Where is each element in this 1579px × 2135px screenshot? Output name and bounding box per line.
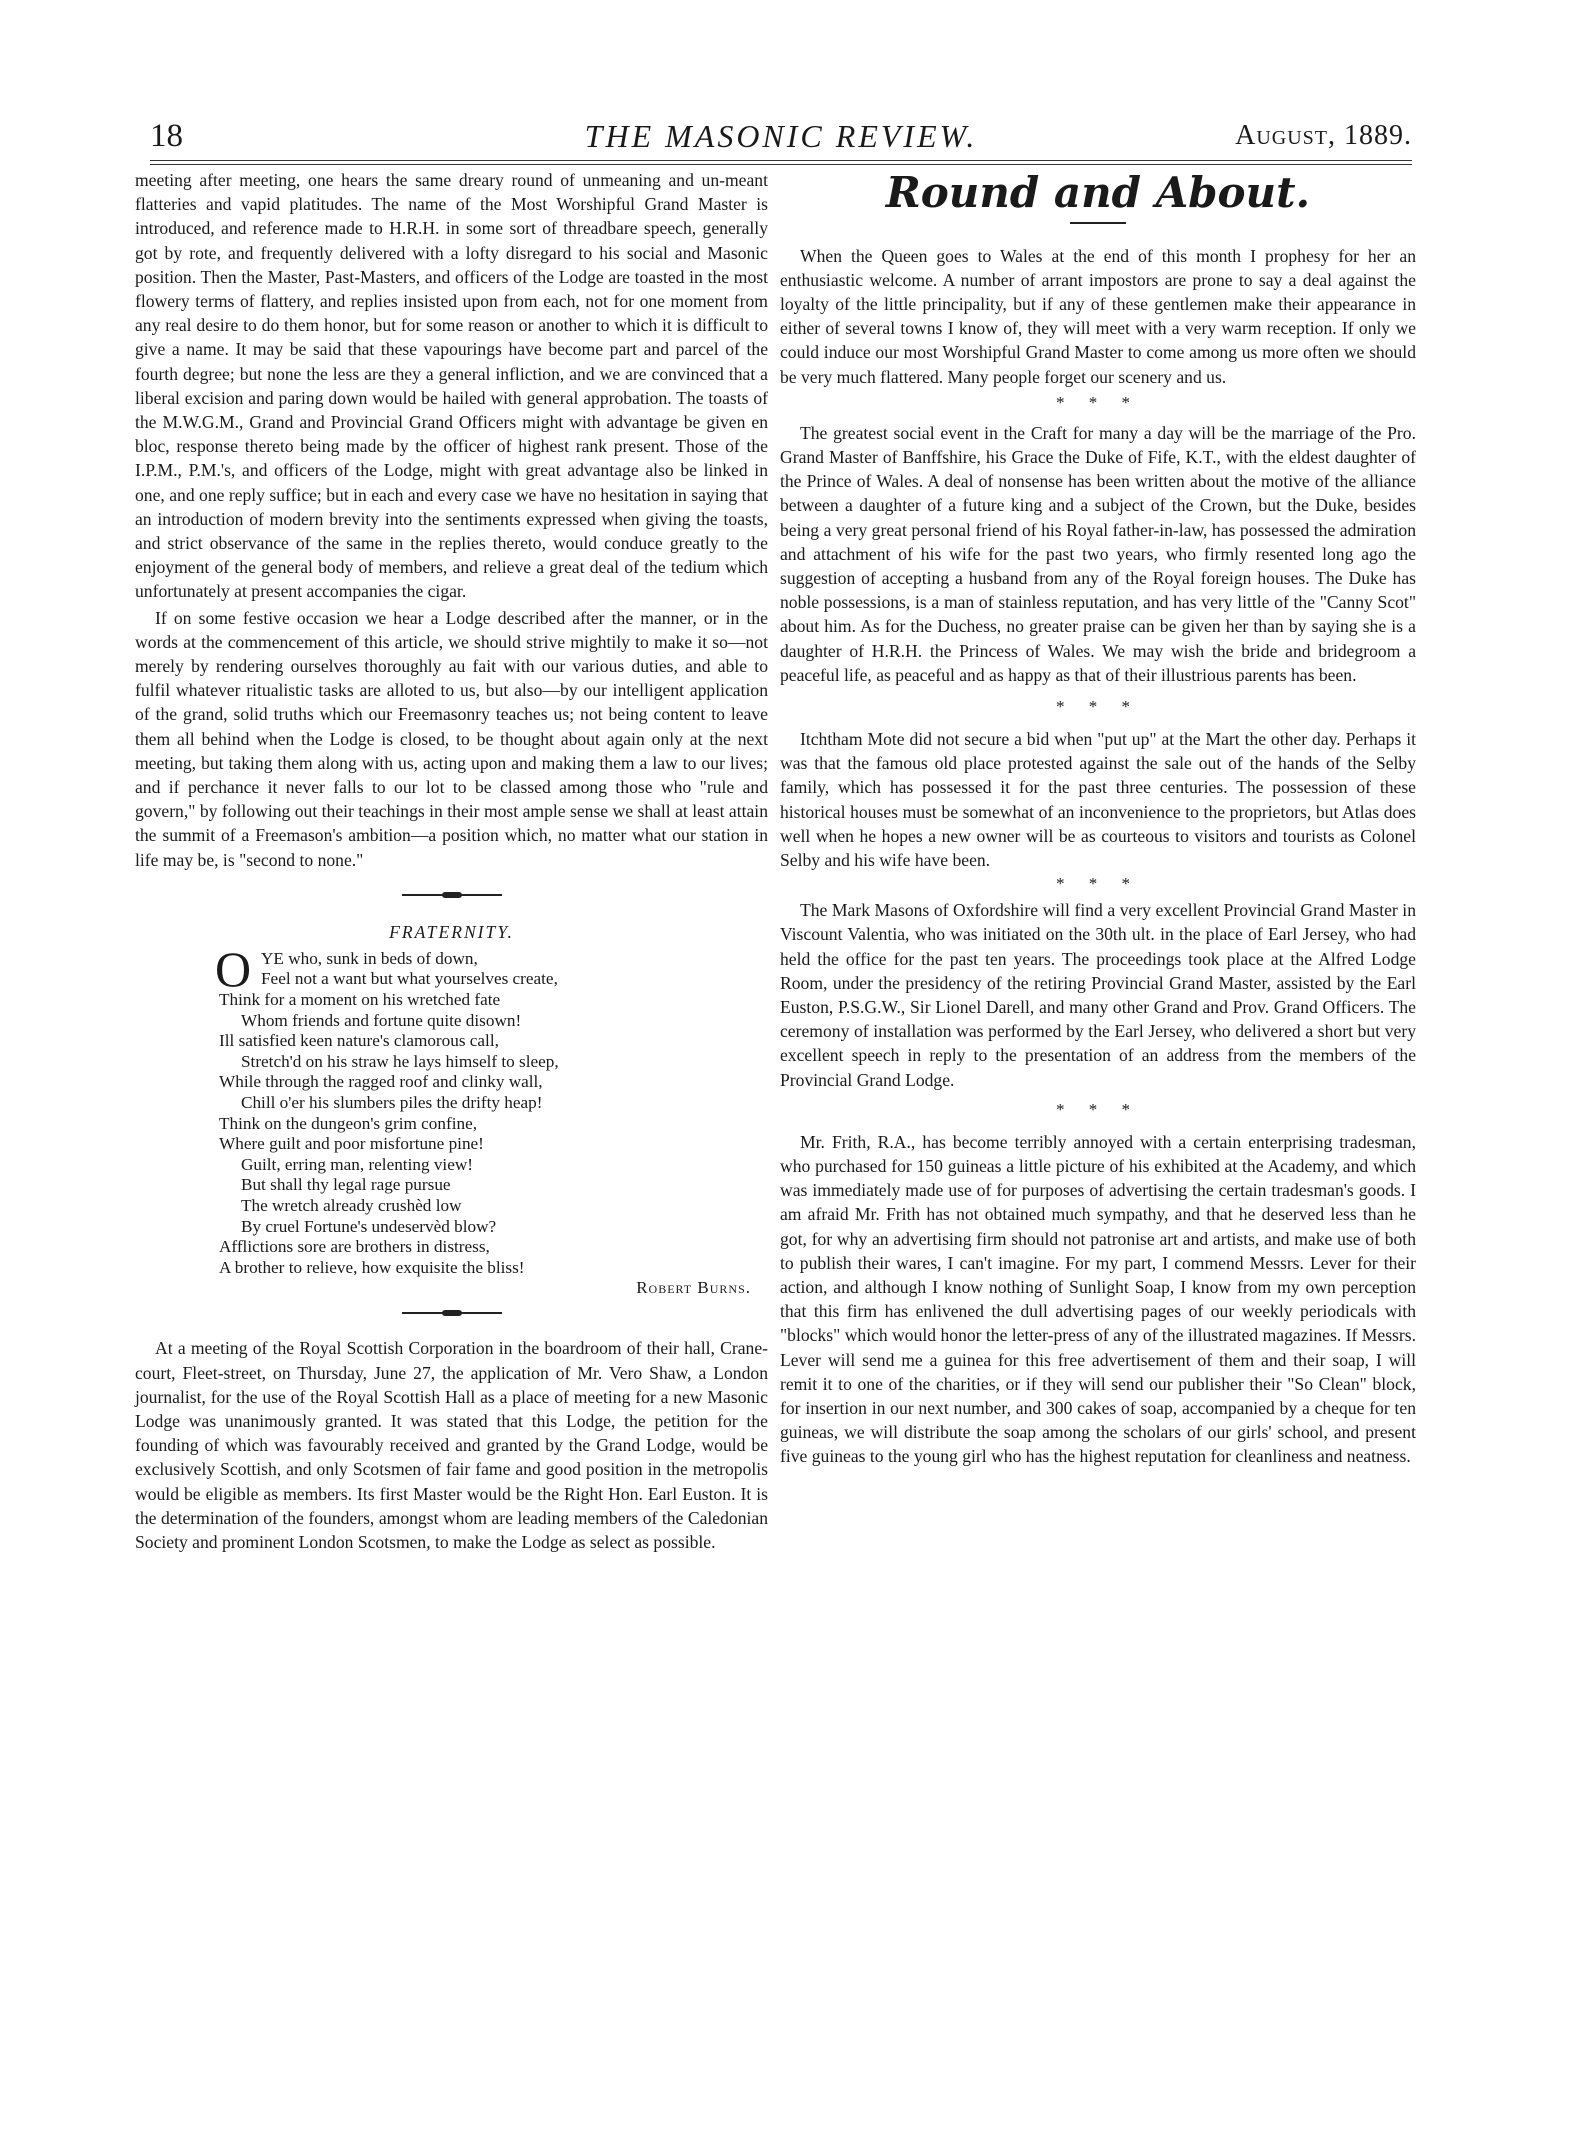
- right-column: [780, 168, 1416, 1469]
- poem-line: While through the ragged roof and clinky wall,: [219, 1072, 543, 1092]
- poem-line: Whom friends and fortune quite disown!: [241, 1010, 522, 1030]
- separator-stars: * * *: [1056, 1099, 1140, 1119]
- article-continuation-paragraph: meeting after meeting, one hears the same dreary round of unmeaning and un-meant flatteries and vapid platitudes. The name of the Most Worshipful Grand Master is introduced, and reference made to H.R.H. in some sort of threadbare speech, generally got by rote, and frequently delivered with a lofty disregard to his social and Masonic position. Then the Master, Past-Masters, and officers of the Lodge are toasted in the most flowery terms of flattery, and replies insisted upon from each, not for one moment from any real desire to do them honor, but for some reason or another to which it is difficult to give a name. It may be said that these vapourings have become part and parcel of the fourth degree; but none the less are they a general infliction, and we are convinced that a liberal excision and paring down would be hailed with general approbation. The toasts of the M.W.G.M., Grand and Provincial Grand Officers might with advantage be given en bloc, response thereto being made by the officer of highest rank present. Those of the I.P.M., P.M.'s, and officers of the Lodge, might with great advantage also be linked in one, and one reply suffice; but in each and every case we have no hesitation in saying that an introduction of modern brevity into the sentiments expressed when giving the toasts, and strict observance of the same in the replies thereto, would conduce greatly to the enjoyment of the general body of members, and relieve a great deal of the tedium which unfortunately at present accompanies the cigar.: [135, 170, 768, 602]
- section-divider: [402, 894, 502, 896]
- poem-line: Stretch'd on his straw he lays himself to sleep,: [241, 1051, 559, 1071]
- issue-date: August, 1889.: [1235, 120, 1412, 151]
- lodge-meeting-paragraph: At a meeting of the Royal Scottish Corporation in the boardroom of their hall, Crane-court, Fleet-street, on Thursday, June 27, the application of Mr. Vero Shaw, a London journalist, for the use of the Royal Scottish Hall as a place of meeting for a new Masonic Lodge was unanimously granted. It was stated that this Lodge, the petition for the founding of which was favourably received and granted by the Grand Lodge, would be exclusively Scottish, and only Scotsmen of fair fame and good position in the metropolis would be eligible as members. Its first Master would be the Right Hon. Earl Euston. It is the determination of the founders, amongst whom are leading members of the Caledonian Society and prominent London Scotsmen, to make the Lodge as select as possible.: [135, 1338, 768, 1553]
- title-rule: [1070, 222, 1126, 224]
- poem-line: Think on the dungeon's grim confine,: [219, 1113, 477, 1133]
- poem-body: [215, 940, 768, 1279]
- header-rule: [150, 160, 1412, 161]
- header-rule-thin: [150, 164, 1412, 165]
- itchtham-mote-paragraph: Itchtham Mote did not secure a bid when "put up" at the Mart the other day. Perhaps it was that the famous old place protested against the sale out of the hands of the Selby family, which has possessed it for the past three centuries. The possession of these historical houses must be somewhat of an inconvenience to the proprietors, but Atlas does well when he hopes a new owner will be as courteous to visitors and tourists as Colonel Selby and his wife have been.: [780, 728, 1416, 870]
- poem-line: Afflictions sore are brothers in distress,: [219, 1237, 490, 1257]
- poem-title: FRATERNITY.: [389, 921, 514, 942]
- separator-stars: * * *: [1056, 696, 1140, 716]
- poem: [135, 922, 768, 1299]
- frith-soap-paragraph: Mr. Frith, R.A., has become terribly annoyed with a certain enterprising tradesman, who purchased for 150 guineas a little picture of his exhibited at the Academy, and which was immediately made use of for purposes of advertising the certain tradesman's goods. I am afraid Mr. Frith has not obtained much sympathy, and that he deserved less than he got, for why an advertising firm should not patronise art and artists, and make use of both to publish their wares, I can't imagine. For my part, I commend Messrs. Lever for their action, and although I know nothing of Sunlight Soap, I know from my own perception that this firm has enlivened the dull advertising pages of our weekly periodicals with "blocks" which would honor the letter-press of any of the illustrated magazines. If Messrs. Lever will send me a guinea for this free advertisement of them and their soap, I will remit it to one of the charities, or if they will send our publisher their "So Clean" block, for insertion in our next number, and 300 cakes of soap, accompanied by a cheque for ten guineas, we will distribute the soap among the scholars of our girls' school, and present five guineas to the young girl who has the highest reputation for cleanliness and neatness.: [780, 1131, 1416, 1467]
- duke-fife-paragraph: The greatest social event in the Craft for many a day will be the marriage of the Pro. Grand Master of Banffshire, his Grace the Duke of Fife, K.T., with the eldest daughter of the Prince of Wales. A deal of nonsense has been written about the motive of the alliance between a daughter of a future king and a subject of the Crown, but the Duke, besides being a very great personal friend of his Royal father-in-law, has possessed the admiration and attachment of his wife for the past two years, who firmly resented long ago the suggestion of accepting a husband from any of the Royal foreign houses. The Duke has noble possessions, is a man of stainless reputation, and has very little of the "Canny Scot" about him. As for the Duchess, no greater praise can be given her than by saying she is a daughter of H.R.H. the Princess of Wales. We may wish the bride and bridegroom a peaceful life, as peaceful and as happy as that of their illustrious parents has been.: [780, 422, 1416, 685]
- poem-author: Robert Burns.: [636, 1278, 751, 1298]
- poem-line: Guilt, erring man, relenting view!: [241, 1154, 473, 1174]
- section-divider: [402, 1312, 502, 1314]
- poem-line: A brother to relieve, how exquisite the bliss!: [219, 1257, 525, 1277]
- poem-line: Feel not a want but what yourselves create,: [261, 969, 558, 989]
- poem-line: But shall thy legal rage pursue: [241, 1175, 451, 1195]
- left-column: [135, 168, 768, 1554]
- poem-line: Chill o'er his slumbers piles the drifty heap!: [241, 1093, 543, 1113]
- poem-dropcap: O: [215, 940, 252, 997]
- poem-line: Where guilt and poor misfortune pine!: [219, 1134, 484, 1154]
- section-title: Round and About.: [885, 168, 1311, 217]
- page-number: 18: [150, 118, 183, 154]
- poem-line: By cruel Fortune's undeservèd blow?: [241, 1216, 497, 1236]
- poem-line: YE who, sunk in beds of down,: [261, 948, 478, 968]
- mark-masons-paragraph: The Mark Masons of Oxfordshire will find a very excellent Provincial Grand Master in Viscount Valentia, who was initiated on the 30th ult. in the place of Earl Jersey, who had held the office for the past ten years. The proceedings took place at the Alfred Lodge Room, under the presidency of the retiring Provincial Grand Master, assisted by the Earl Euston, P.S.G.W., Sir Lionel Darell, and many other Grand and Prov. Grand Officers. The ceremony of installation was performed by the Earl Jersey, who delivered a short but very excellent speech in reply to the presentation of an address from the members of the Provincial Grand Lodge.: [780, 900, 1416, 1090]
- journal-title: THE MASONIC REVIEW.: [584, 118, 978, 154]
- poem-line: Ill satisfied keen nature's clamorous call,: [219, 1031, 499, 1051]
- page-header: [150, 118, 1412, 162]
- separator-stars: * * *: [1056, 874, 1140, 894]
- article-closing-paragraph: If on some festive occasion we hear a Lodge described after the manner, or in the words at the commencement of this article, we should strive mightily to make it so—not merely by rendering ourselves thoroughly au fait with our various duties, and able to fulfil whatever ritualistic tasks are alloted to us, but also—by our intelligent application of the grand, solid truths which our Freemasonry teaches us; not being content to leave them all behind when the Lodge is closed, to be thought about again only at the next meeting, but taking them along with us, acting upon and making them a law to our lives; and if perchance it never falls to our lot to be classed among those who "rule and govern," by following out their teachings in their most ample sense we shall at least attain the summit of a Freemason's ambition—a position which, no matter what our station in life may be, is "second to none.": [135, 607, 768, 870]
- poem-line: Think for a moment on his wretched fate: [219, 990, 501, 1010]
- poem-line: The wretch already crushèd low: [241, 1196, 462, 1216]
- queen-wales-paragraph: When the Queen goes to Wales at the end of this month I prophesy for her an enthusiastic welcome. A number of arrant impostors are prone to say a deal against the loyalty of the little principality, but if any of these gentlemen make their appearance in either of several towns I know of, they will meet with a very warm reception. If only we could induce our most Worshipful Grand Master to come among us more often we should be very much flattered. Many people forget our scenery and us.: [780, 245, 1416, 387]
- separator-stars: * * *: [1056, 392, 1140, 412]
